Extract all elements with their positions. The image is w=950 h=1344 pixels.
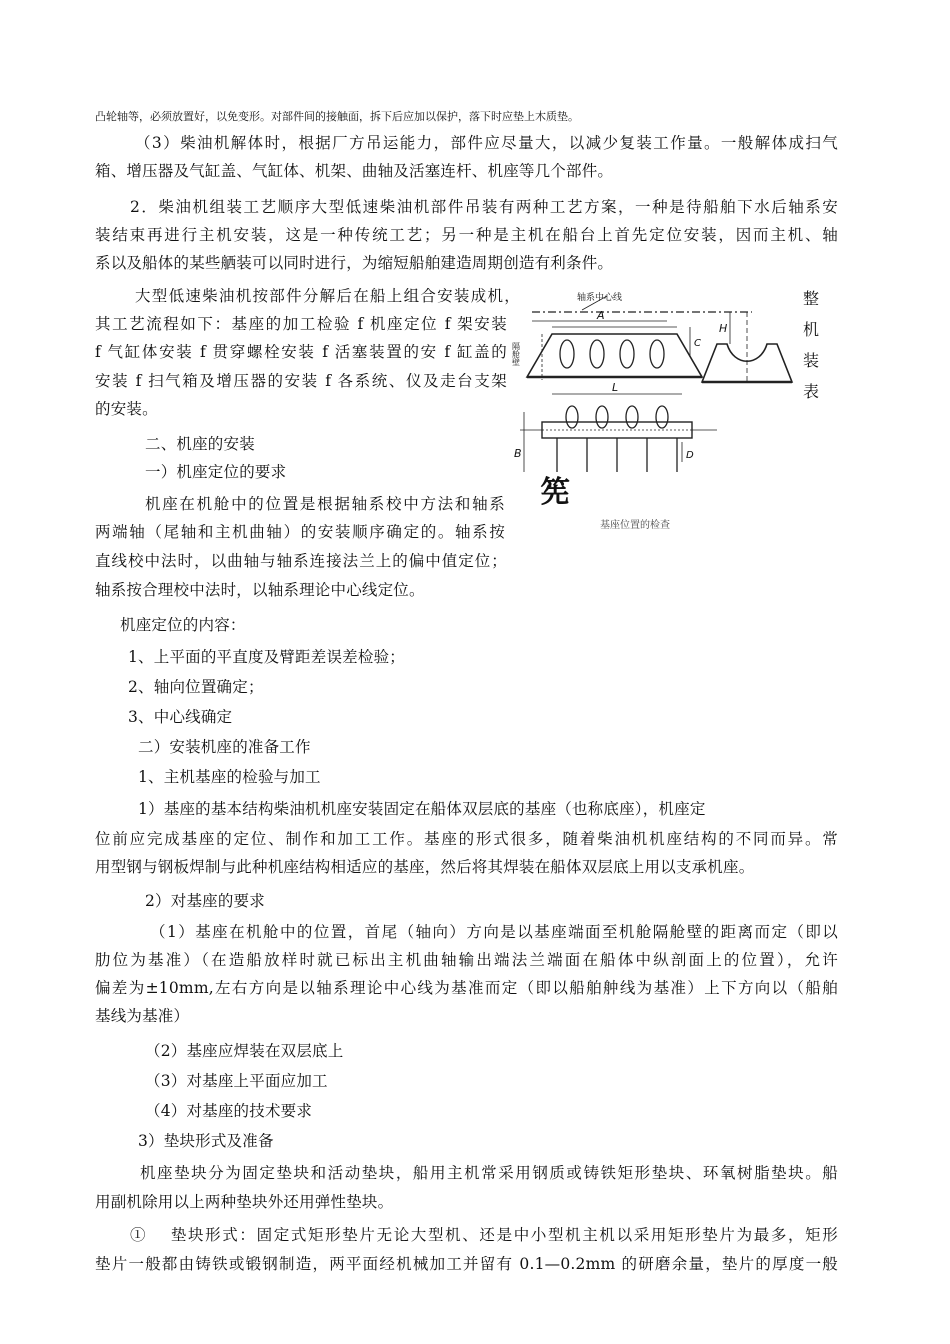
text-line: 1）基座的基本结构柴油机机座安装固定在船体双层底的基座（也称底座），机座定	[138, 800, 706, 818]
text-line: f 气缸体安装 f 贯穿螺栓安装 f 活塞装置的安 f 缸盖的	[95, 343, 507, 361]
text-line: 基线为基准）	[95, 1007, 190, 1025]
bedplate-plan	[542, 422, 692, 438]
text-line: 2．柴油机组装工艺顺序大型低速柴油机部件吊装有两种工艺方案，一种是待船舶下水后轴系安	[130, 198, 838, 216]
subsection-heading: 1、主机基座的检验与加工	[138, 768, 321, 786]
side-char: 整	[802, 289, 819, 308]
list-item: （3）对基座上平面应加工	[145, 1072, 328, 1090]
text-line: 机座在机舱中的位置是根据轴系校中方法和轴系	[145, 495, 505, 513]
subsection-heading: 3）垫块形式及准备	[138, 1132, 274, 1150]
list-item: 3、中心线确定	[128, 708, 233, 726]
text-line: 垫片一般都由铸铁或锻钢制造，两平面经机械加工并留有 0.1—0.2mm 的研磨余量，垫片的厚度一般	[95, 1255, 838, 1273]
text-line: 肋位为基准）（在造船放样时就已标出主机曲轴输出端法兰端面在船体中纵剖面上的位置），允许	[95, 951, 838, 969]
dim-b-label: B	[514, 447, 522, 460]
bulkhead-label: 隔舱壁	[512, 342, 521, 366]
text-line: ① 垫块形式：固定式矩形垫片无论大型机、还是中小型机主机以采用矩形垫片为最多，矩形	[130, 1226, 838, 1244]
text-line: 用副机除用以上两种垫块外还用弹性垫块。	[95, 1193, 394, 1211]
subsection-heading: 一）机座定位的要求	[145, 463, 287, 481]
side-char: 表	[802, 382, 819, 401]
dim-a-label: A	[597, 309, 605, 322]
list-item: 2、轴向位置确定；	[128, 678, 264, 696]
text-line: 系以及船体的某些舾装可以同时进行，为缩短船舶建造周期创造有利条件。	[95, 254, 614, 272]
text-line: 大型低速柴油机按部件分解后在船上组合安装成机，	[135, 287, 520, 305]
text-line: 两端轴（尾轴和主机曲轴）的安装顺序确定的。轴系按	[95, 523, 505, 541]
text-line: 机座定位的内容：	[120, 616, 246, 634]
text-line: 偏差为±10mm,左右方向是以轴系理论中心线为基准而定（即以船舶舯线为基准）上下方向以（船舶	[95, 979, 838, 997]
list-item: （4）对基座的技术要求	[145, 1102, 313, 1120]
text-line: （1）基座在机舱中的位置，首尾（轴向）方向是以基座端面至机舱隔舱壁的距离而定（即以	[150, 923, 838, 941]
bedplate-side	[527, 334, 702, 377]
text-line: （3）柴油机解体时，根据厂方吊运能力，部件应尽量大，以减少复装工作量。一般解体成扫气	[135, 134, 838, 152]
text-line: 机座垫块分为固定垫块和活动垫块，船用主机常采用钢质或铸铁矩形垫块、环氧树脂垫块。船	[140, 1164, 838, 1182]
dim-c-label: C	[694, 338, 701, 349]
figure-character: 筅	[540, 475, 570, 510]
text-line: 的安装。	[95, 400, 158, 418]
text-line: 直线校中法时，以曲轴与轴系连接法兰上的偏中值定位；	[95, 552, 507, 570]
text-line: 位前应完成基座的定位、制作和加工工作。基座的形式很多，随着柴油机机座结构的不同而异。常	[95, 830, 838, 848]
text-line: 箱、增压器及气缸盖、气缸体、机架、曲轴及活塞连杆、机座等几个部件。	[95, 162, 614, 180]
list-item: 1、上平面的平直度及臂距差误差检验；	[128, 648, 405, 666]
dim-d-label: D	[686, 450, 694, 461]
text-line: 其工艺流程如下：基座的加工检验 f 机座定位 f 架安装	[95, 315, 507, 333]
centerline-label: 轴系中心线	[577, 293, 623, 303]
side-char: 装	[802, 351, 819, 370]
text-line: 装结束再进行主机安装，这是一种传统工艺；另一种是主机在船台上首先定位安装，因而主机、轴	[95, 226, 838, 244]
text-line: 轴系按合理校中法时，以轴系理论中心线定位。	[95, 581, 425, 599]
side-vertical-text	[800, 283, 822, 407]
subsection-heading: 二）安装机座的准备工作	[138, 738, 311, 756]
figure-caption: 基座位置的检查	[600, 520, 670, 531]
list-item: （2）基座应焊装在双层底上	[145, 1042, 344, 1060]
subsection-heading: 2）对基座的要求	[145, 892, 265, 910]
dim-l-label: L	[612, 381, 619, 394]
text-line: 凸轮轴等，必须放置好，以免变形。对部件间的接触面，拆下后应加以保护，落下时应垫上木质垫。	[95, 110, 579, 123]
text-line: 安装 f 扫气箱及增压器的安装 f 各系统、仪及走台支架	[95, 372, 507, 390]
side-char: 机	[802, 320, 819, 339]
dim-h-label: H	[719, 322, 728, 335]
text-line: 用型钢与钢板焊制与此种机座结构相适应的基座，然后将其焊装在船体双层底上用以支承机座。	[95, 858, 755, 876]
section-heading: 二、机座的安装	[145, 435, 255, 453]
